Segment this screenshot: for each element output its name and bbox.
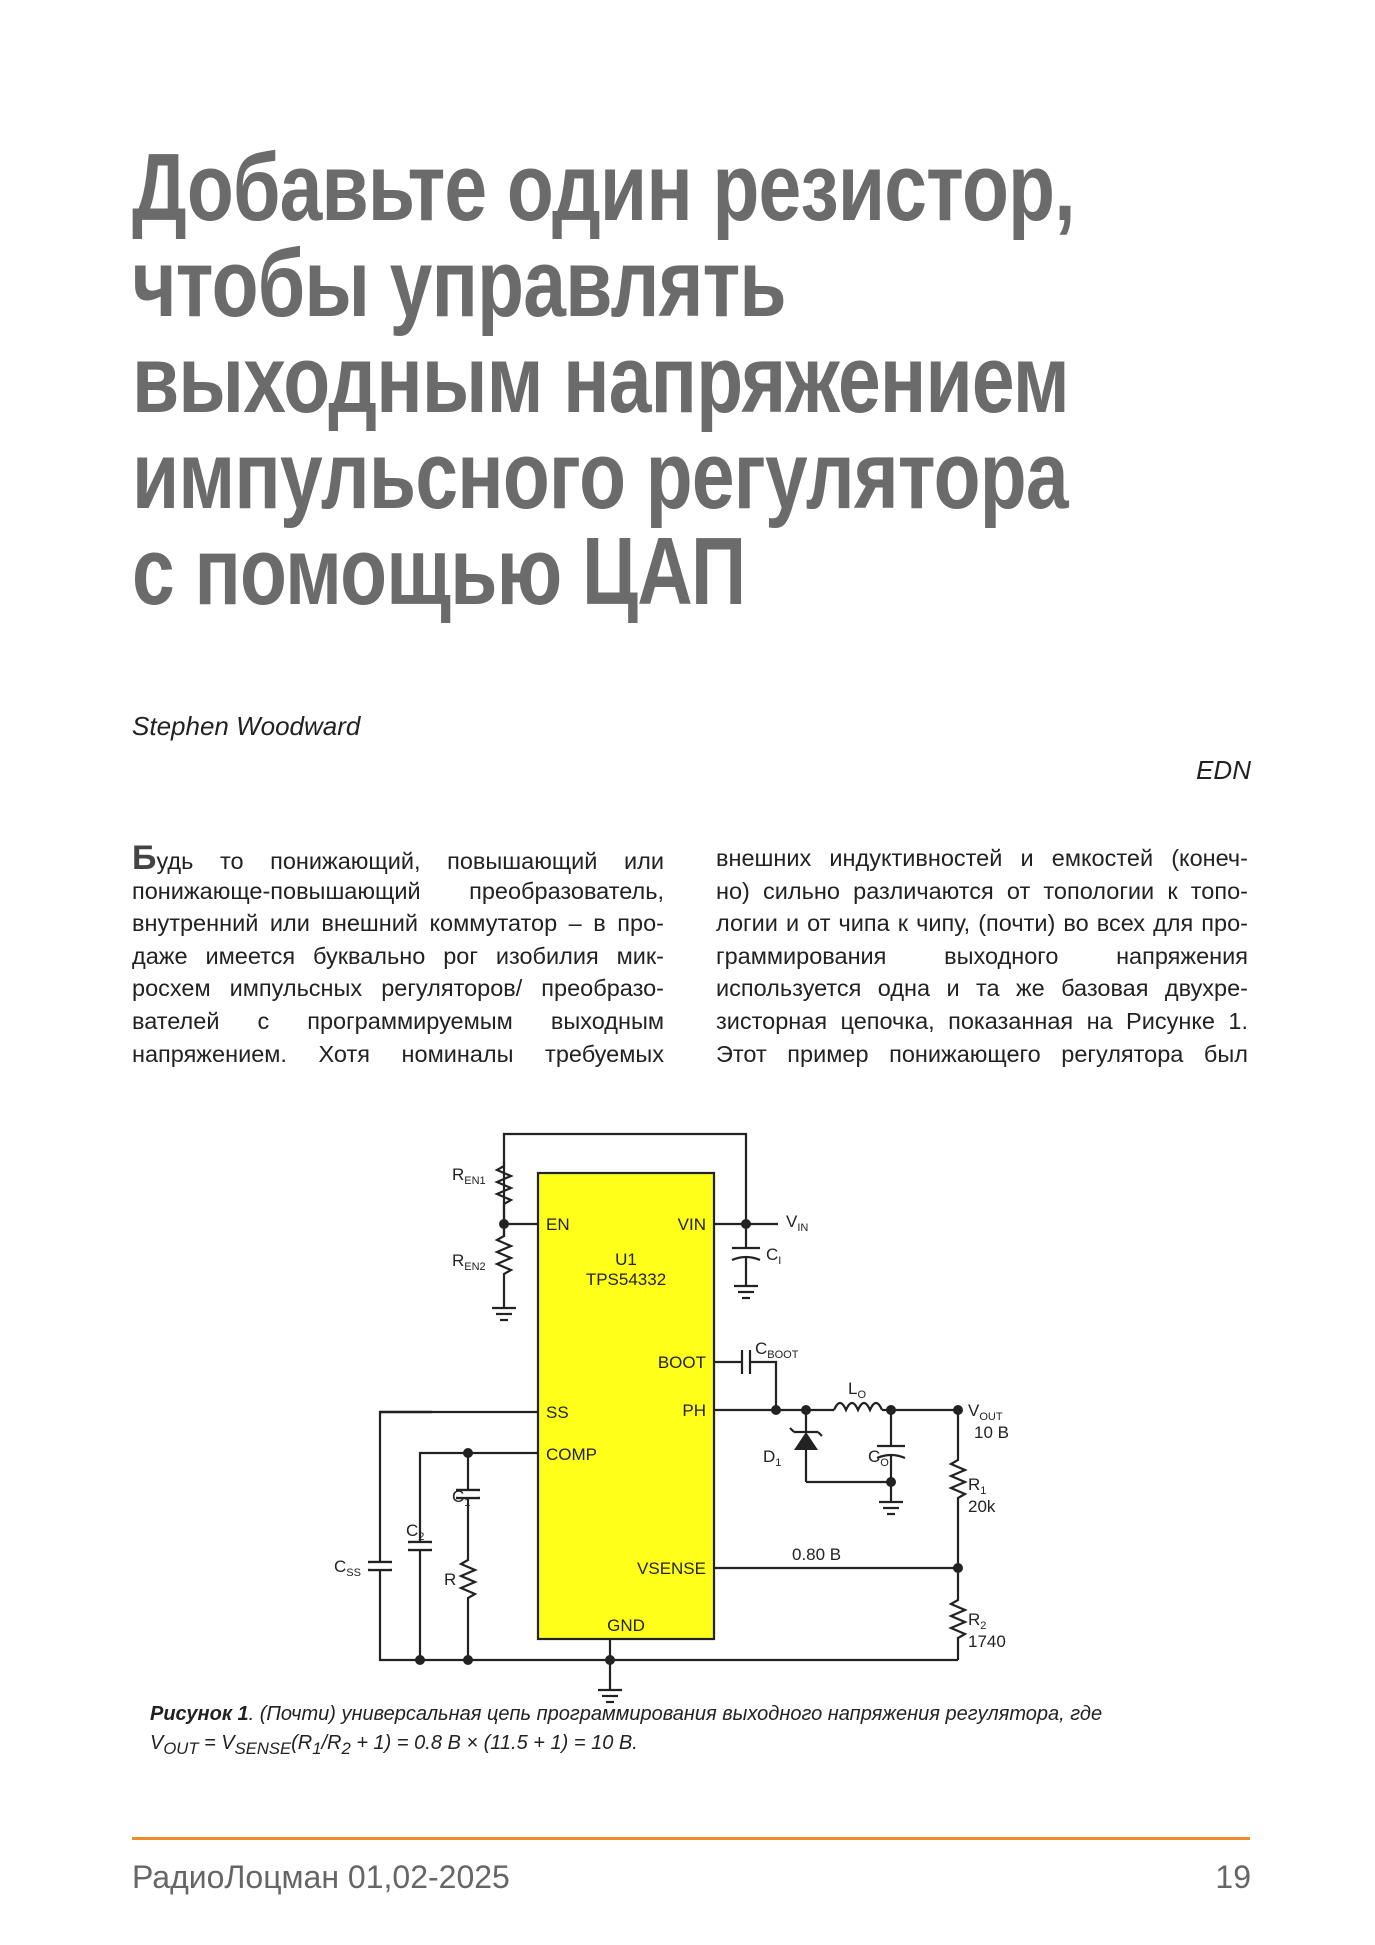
article-title [132,134,1075,625]
wire [420,1453,538,1660]
body-line: но) сильно различаются от топологии к топо- [716,877,1248,904]
label-r2: $R_2$ [968,1610,987,1632]
label-r1-value: 20k [968,1497,996,1516]
label-ren1: $R_{EN1}$ [452,1165,486,1187]
schematic-svg [334,1120,1040,1700]
chip-part: TPS54332 [585,1270,667,1289]
body-line: напряжением. Хотя номиналы требуемых [132,1040,664,1067]
title-line: импульсного регулятора [132,422,1068,529]
pin-boot: BOOT [657,1353,706,1372]
label-vsense-voltage: 0.80 В [792,1545,842,1564]
body-line: понижающе-повышающий преобразователь, [132,877,664,904]
label-cboot: $C_{BOOT}$ [755,1339,799,1361]
body-line: даже имеется буквально рог изобилия мик- [132,942,664,969]
body-line: зисторная цепочка, показанная на Рисунке 1. [716,1007,1248,1034]
label-c1: $C_1$ [452,1487,471,1509]
label-r2-value: 1740 [968,1632,1006,1651]
source-name: EDN [1196,755,1251,785]
pin-vsense: VSENSE [637,1559,706,1578]
body-line: граммирования выходного напряжения [716,942,1248,969]
footer-rule [132,1837,1250,1840]
figure-caption: Рисунок 1. (Почти) универсальная цепь программирования выходного напряжения регулятора, где $V_{OUT} = V_{SENSE}(R_1/R_2 + 1) = 0.8$ В × (11.5 + 1) = 10 В. [150,1703,1103,1758]
label-c2: $C_2$ [406,1521,425,1543]
diode-d1 [794,1432,818,1450]
pin-ph: PH [682,1401,706,1420]
pin-comp: COMP [546,1445,597,1464]
label-r: R [444,1570,457,1589]
label-vin: $V_{IN}$ [786,1212,809,1234]
body-line: используется одна и та же базовая двухре- [716,975,1248,1002]
body-line: внутренний или внешний коммутатор – в про- [132,910,664,937]
body-line: логии и от чипа к чипу, (почти) во всех для про- [716,910,1248,937]
label-lo: $L_O$ [848,1379,867,1401]
pin-vin: VIN [677,1215,706,1234]
label-co: $C_O$ [868,1447,889,1469]
label-r1: $R_1$ [968,1475,987,1497]
body-line: вателей с программируемым выходным [132,1007,664,1034]
body-column-left [132,839,664,1070]
body-line: Будь то понижающий, повышающий или [132,839,664,877]
magazine-name: РадиоЛоцман 01,02-2025 [132,1859,510,1895]
pin-en: EN [546,1215,570,1234]
dropcap: Б [132,839,157,877]
label-d1: $D_1$ [763,1447,782,1469]
pin-ss: SS [546,1403,569,1422]
resistor-ren2 [497,1224,511,1308]
title-line: чтобы управлять [132,230,786,337]
body-column-right [716,842,1248,1070]
resistor-r1 [951,1410,965,1568]
body-line: Этот пример понижающего регулятора был [716,1040,1248,1067]
circuit-schematic [334,1120,1040,1700]
label-css: $C_{SS}$ [334,1557,361,1579]
author-name: Stephen Woodward [132,711,361,741]
label-ren2: $R_{EN2}$ [452,1251,486,1273]
label-ci: $C_I$ [766,1245,782,1267]
caption-label: Рисунок 1 [150,1703,249,1725]
body-line: росхем импульсных регуляторов/ преобразо- [132,975,664,1002]
title-line: с помощью ЦАП [132,518,746,625]
label-vout-value: 10 В [974,1423,1009,1442]
title-line: Добавьте один резистор, [132,134,1075,241]
label-vout: $V_{OUT}$ [968,1401,1003,1423]
title-line: выходным напряжением [132,326,1069,433]
page-number: 19 [1215,1859,1251,1895]
chip-name: U1 [615,1250,637,1269]
resistor-r [461,1498,475,1660]
inductor-lo [834,1403,882,1410]
resistor-r2 [951,1568,965,1660]
body-line: внешних индуктивностей и емкостей (конеч- [716,845,1248,871]
pin-gnd: GND [607,1616,645,1635]
